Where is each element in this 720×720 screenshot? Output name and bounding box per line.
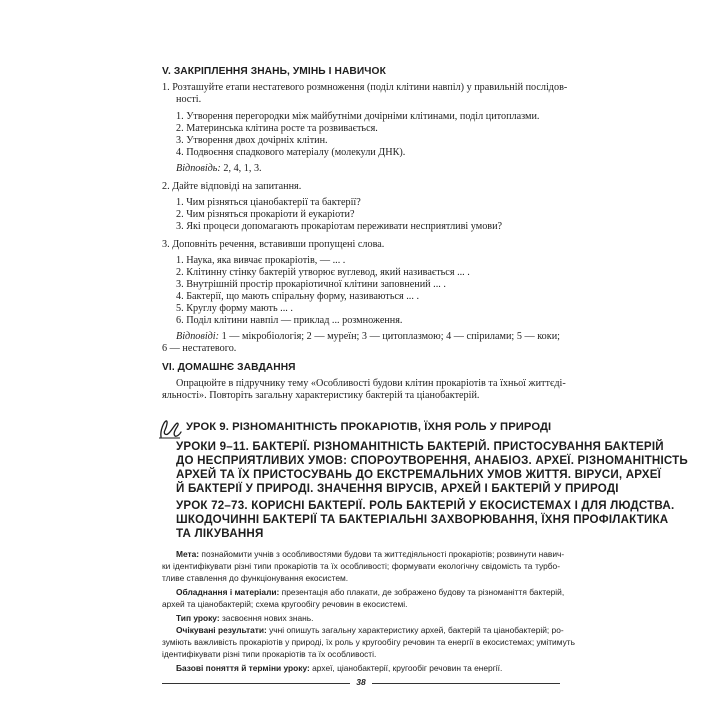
task-3-item: 5. Круглу форму мають ... . <box>176 303 293 314</box>
lessons-block-1-line: Й БАКТЕРІЇ У ПРИРОДІ. ЗНАЧЕННЯ ВІРУСІВ, АРХЕЙ І БАКТЕРІЙ У ПРИРОДІ <box>176 482 619 495</box>
answer-text: 2, 4, 1, 3. <box>220 163 262 174</box>
section-5-heading: V. ЗАКРІПЛЕННЯ ЗНАНЬ, УМІНЬ І НАВИЧОК <box>162 66 386 77</box>
answer-label: Відповіді: <box>176 331 220 342</box>
task-1-item: 4. Подвоєння спадкового матеріалу (молекули ДНК). <box>176 147 406 158</box>
lesson-type-text: засвоєння нових знань. <box>219 613 314 623</box>
task-2-item: 3. Які процеси допомагають прокаріотам переживати несприятливі умови? <box>176 221 503 232</box>
task-1-line-1: 1. Розташуйте етапи нестатевого розмноження (поділ клітини навпіл) у правильній послідов- <box>162 82 568 93</box>
task-3-answer-cont: 6 — нестатевого. <box>162 343 237 354</box>
task-2-item: 1. Чим різняться ціанобактерії та бактерії? <box>176 197 361 208</box>
goal-text: познайомити учнів з особливостями будови та життєдіяльності прокаріотів; розвинути навич- <box>199 549 565 559</box>
lessons-block-1-line: ДО НЕСПРИЯТЛИВИХ УМОВ: СПОРОУТВОРЕННЯ, АНАБІОЗ. АРХЕЇ. РІЗНОМАНІТНІСТЬ <box>176 454 688 467</box>
results-line-1 <box>176 624 564 636</box>
lesson-type-label: Тип уроку: <box>176 613 220 623</box>
equipment-label: Обладнання і матеріали: <box>176 587 280 597</box>
homework-line-1: Опрацюйте в підручнику тему «Особливості будови клітин прокаріотів та їхньої життєді- <box>176 378 566 389</box>
lessons-block-2-line: УРОК 72–73. КОРИСНІ БАКТЕРІЇ. РОЛЬ БАКТЕРІЙ У ЕКОСИСТЕМАХ І ДЛЯ ЛЮДСТВА. <box>176 499 675 512</box>
handwriting-pen-icon <box>158 418 182 440</box>
equipment-text: презентація або плакати, де зображено будову та різноманіття бактерій, <box>279 587 565 597</box>
task-3-line-1: 3. Доповніть речення, вставивши пропущені слова. <box>162 239 385 250</box>
task-3-item: 2. Клітинну стінку бактерій утворює вуглевод, який називається ... . <box>176 267 470 278</box>
lessons-block-1-line: УРОКИ 9–11. БАКТЕРІЇ. РІЗНОМАНІТНІСТЬ БАКТЕРІЙ. ПРИСТОСУВАННЯ БАКТЕРІЙ <box>176 440 664 453</box>
goal-line-2: ки ідентифікувати різні типи прокаріотів та їх особливості; формувати екологічну свідомість та турбо- <box>162 561 560 571</box>
answer-label: Відповідь: <box>176 163 221 174</box>
task-1-item: 1. Утворення перегородки між майбутніми дочірніми клітинами, поділ цитоплазми. <box>176 111 540 122</box>
task-2-line-1: 2. Дайте відповіді на запитання. <box>162 181 302 192</box>
lesson-title: УРОК 9. РІЗНОМАНІТНІСТЬ ПРОКАРІОТІВ, ЇХНЯ РОЛЬ У ПРИРОДІ <box>186 421 552 433</box>
lesson-type-line <box>176 612 313 624</box>
task-1-line-2: ності. <box>176 94 202 105</box>
task-3-item: 6. Поділ клітини навпіл — приклад ... розмноження. <box>176 315 403 326</box>
lessons-block-2-line: ШКОДОЧИННІ БАКТЕРІЇ ТА БАКТЕРІАЛЬНІ ЗАХВОРЮВАННЯ, ЇХНЯ ПРОФІЛАКТИКА <box>176 513 669 526</box>
footer-rule-right <box>372 683 560 684</box>
goal-line-3: тливе ставлення до функціонування екосистем. <box>162 573 349 583</box>
terms-line <box>176 662 502 674</box>
task-2-item: 2. Чим різняться прокаріоти й еукаріоти? <box>176 209 355 220</box>
footer-rule-left <box>162 683 350 684</box>
terms-label: Базові поняття й терміни уроку: <box>176 663 310 673</box>
goal-line-1 <box>176 548 565 560</box>
task-3-item: 4. Бактерії, що мають спіральну форму, називаються ... . <box>176 291 419 302</box>
results-line-3: ідентифікувати різні типи прокаріотів та їх особливості. <box>162 649 377 659</box>
page-number: 38 <box>356 677 366 687</box>
results-line-2: зуміють важливість прокаріотів у природі, їх роль у кругообігу речовин та енергії в екосистемах; умітимуть <box>162 637 575 647</box>
section-6-heading: VI. ДОМАШНЄ ЗАВДАННЯ <box>162 362 296 373</box>
task-1-item: 3. Утворення двох дочірніх клітин. <box>176 135 328 146</box>
task-1-item: 2. Материнська клітина росте та розвивається. <box>176 123 378 134</box>
lessons-block-1-line: АРХЕЙ ТА ЇХ ПРИСТОСУВАНЬ ДО ЕКСТРЕМАЛЬНИХ УМОВ ЖИТТЯ. ВІРУСИ, АРХЕЇ <box>176 468 662 481</box>
answer-text: 1 — мікробіологія; 2 — муреїн; 3 — цитоплазмою; 4 — спірилами; 5 — коки; <box>219 331 560 342</box>
homework-line-2: яльності». Повторіть загальну характеристику бактерій та ціанобактерій. <box>162 390 480 401</box>
results-text: учні опишуть загальну характеристику архей, бактерій та ціанобактерій; ро- <box>266 625 564 635</box>
task-3-answer <box>176 331 560 343</box>
terms-text: археї, ціанобактерії, кругообіг речовин та енергії. <box>309 663 503 673</box>
lessons-block-2-line: ТА ЛІКУВАННЯ <box>176 527 264 540</box>
task-3-item: 1. Наука, яка вивчає прокаріотів, — ... . <box>176 255 346 266</box>
results-label: Очікувані результати: <box>176 625 267 635</box>
goal-label: Мета: <box>176 549 200 559</box>
task-1-answer <box>176 163 262 175</box>
task-3-item: 3. Внутрішній простір прокаріотичної клітини заповнений ... . <box>176 279 446 290</box>
equipment-line-2: архей та ціанобактерій; схема кругообігу речовин в екосистемі. <box>162 599 408 609</box>
equipment-line-1 <box>176 586 565 598</box>
